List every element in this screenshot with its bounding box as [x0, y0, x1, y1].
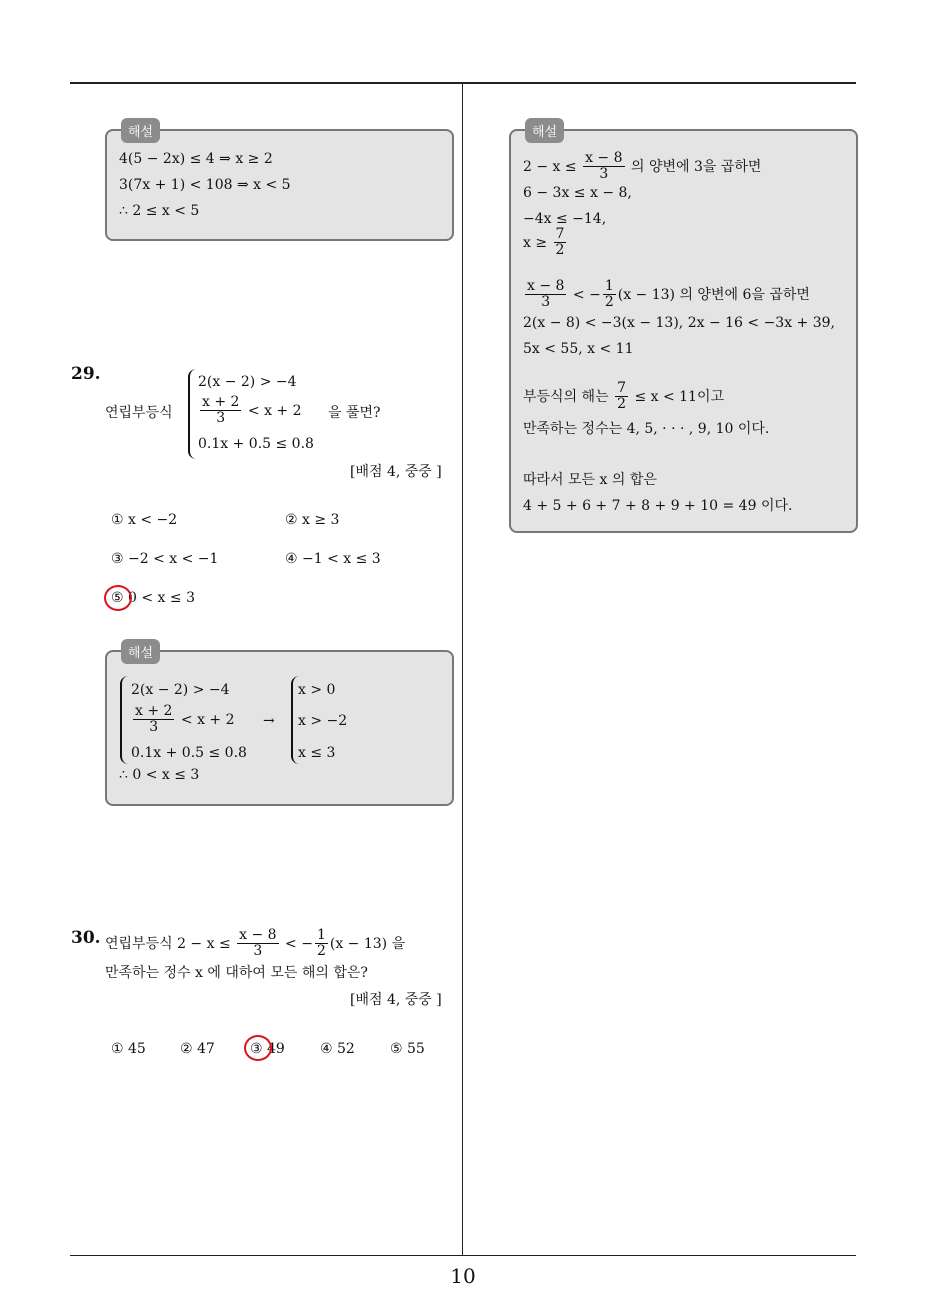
choice-4[interactable]: ④ −1 < x ≤ 3 — [285, 551, 381, 567]
solution-line: 3(7x + 1) < 108 ⇒ x < 5 — [119, 177, 291, 193]
solution-line: 2(x − 8) < −3(x − 13), 2x − 16 < −3x + 39, — [523, 315, 836, 331]
result-eq-3: x ≤ 3 — [298, 745, 336, 761]
solution-tag: 해설 — [525, 118, 564, 143]
solution-eq-1: 2(x − 2) > −4 — [131, 682, 230, 698]
result-eq-2: x > −2 — [298, 713, 348, 729]
fraction: $\frac{x + 2}{3}$ — [202, 394, 240, 427]
system-eq-2: $\frac{x + 2}{3}$ < x + 2 — [202, 394, 302, 427]
system-brace — [120, 676, 128, 764]
solution-box-30 — [509, 125, 858, 533]
fraction: $\frac{x - 8}{3}$ — [527, 278, 565, 311]
solution-line: $\frac{x - 8}{3}$ < − $\frac{1}{2}$ (x − 13) 의 양변에 6을 곱하면 — [527, 278, 810, 311]
solution-line: 따라서 모든 x 의 합은 — [523, 472, 657, 488]
solution-tag: 해설 — [121, 639, 160, 664]
conclusion: ∴ 0 < x ≤ 3 — [119, 767, 200, 783]
solution-box-29 — [105, 646, 454, 806]
question-number-30: 30. — [71, 928, 101, 948]
solution-line: 2 − x ≤ $\frac{x - 8}{3}$ 의 양변에 3을 곱하면 — [523, 150, 762, 183]
question-29-meta: [배점 4, 중중 ] — [350, 464, 442, 480]
solution-box-28 — [105, 125, 454, 241]
answer-circle-mark — [104, 585, 132, 611]
solution-line: 부등식의 해는 $\frac{7}{2}$ ≤ x < 11이고 — [523, 380, 725, 413]
page-number: 10 — [450, 1264, 476, 1288]
question-30-line-1: 연립부등식 2 − x ≤ $\frac{x - 8}{3}$ < − $\frac{1}{2}$ (x − 13) 을 — [105, 927, 406, 960]
header-rule — [70, 82, 856, 84]
system-eq-3: 0.1x + 0.5 ≤ 0.8 — [198, 436, 314, 452]
question-29-suffix: 을 풀면? — [328, 405, 381, 421]
system-eq-1: 2(x − 2) > −4 — [198, 374, 297, 390]
fraction: $\frac{x - 8}{3}$ — [239, 927, 277, 960]
footer-rule — [70, 1255, 856, 1256]
fraction: $\frac{1}{2}$ — [316, 927, 326, 960]
fraction: $\frac{x - 8}{3}$ — [585, 150, 623, 183]
choice-1[interactable]: ① x < −2 — [111, 512, 178, 528]
choice-2[interactable]: ② x ≥ 3 — [285, 512, 340, 528]
choice-4[interactable]: ④ 52 — [320, 1041, 355, 1057]
choice-2[interactable]: ② 47 — [180, 1041, 215, 1057]
result-eq-1: x > 0 — [298, 682, 336, 698]
choice-5[interactable]: ⑤ 55 — [390, 1041, 425, 1057]
choice-5[interactable]: ⑤ 0 < x ≤ 3 — [111, 590, 195, 606]
solution-line: 4(5 − 2x) ≤ 4 ⇒ x ≥ 2 — [119, 151, 273, 167]
solution-eq-2: $\frac{x + 2}{3}$ < x + 2 — [135, 703, 235, 736]
solution-line: 4 + 5 + 6 + 7 + 8 + 9 + 10 = 49 이다. — [523, 498, 793, 514]
fraction: $\frac{7}{2}$ — [555, 226, 565, 259]
solution-line: 5x < 55, x < 11 — [523, 341, 634, 357]
solution-line: x ≥ $\frac{7}{2}$ — [523, 226, 565, 259]
question-number-29: 29. — [71, 364, 101, 384]
solution-line: 6 − 3x ≤ x − 8, — [523, 185, 632, 201]
solution-line: ∴ 2 ≤ x < 5 — [119, 203, 200, 219]
solution-line: 만족하는 정수는 4, 5, · · · , 9, 10 이다. — [523, 421, 770, 437]
solution-eq-3: 0.1x + 0.5 ≤ 0.8 — [131, 745, 247, 761]
fraction: $\frac{7}{2}$ — [617, 380, 626, 413]
question-30-line-2: 만족하는 정수 x 에 대하여 모든 해의 합은? — [105, 965, 368, 981]
choice-3[interactable]: ③ −2 < x < −1 — [111, 551, 219, 567]
solution-line: −4x ≤ −14, — [523, 211, 607, 227]
question-30-meta: [배점 4, 중중 ] — [350, 992, 442, 1008]
system-brace — [188, 369, 196, 459]
answer-circle-mark — [244, 1035, 272, 1061]
choice-1[interactable]: ① 45 — [111, 1041, 146, 1057]
fraction: $\frac{1}{2}$ — [604, 278, 614, 311]
arrow: → — [263, 713, 275, 729]
question-29-prefix: 연립부등식 — [105, 405, 173, 421]
fraction: $\frac{x + 2}{3}$ — [135, 703, 173, 736]
column-divider — [462, 83, 463, 1256]
choice-3[interactable]: ③ 49 — [250, 1041, 285, 1057]
solution-tag: 해설 — [121, 118, 160, 143]
